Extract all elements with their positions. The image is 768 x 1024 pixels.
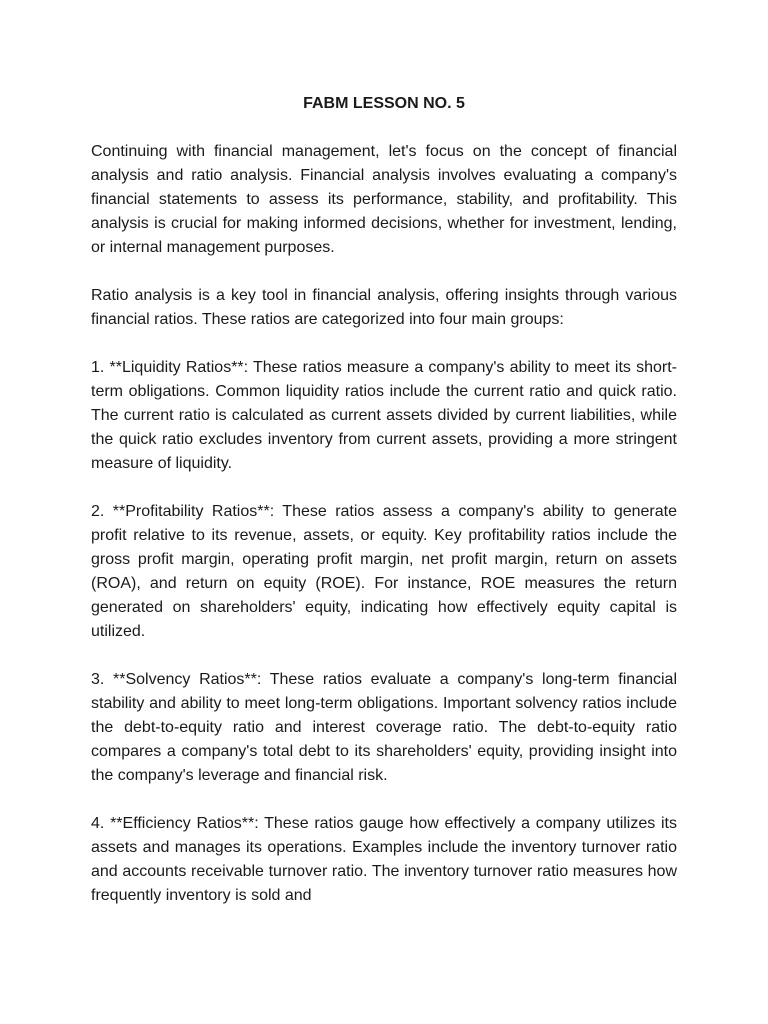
paragraph-efficiency-ratios: 4. **Efficiency Ratios**: These ratios gauge how effectively a company utilizes its assets and manages its operations. Examples include the inventory turnover ratio and accounts receivable turnover ratio. The inventory turnover ratio measures how frequently inventory is sold and: [91, 815, 677, 904]
paragraph-intro: Continuing with financial management, let's focus on the concept of financial analysis and ratio analysis. Financial analysis involves evaluating a company's financial statements to assess its performance, stability, and profitability. This analysis is crucial for making informed decisions, whether for investment, lending, or internal management purposes.: [91, 143, 677, 256]
paragraph-profitability-ratios: 2. **Profitability Ratios**: These ratios assess a company's ability to generate profit relative to its revenue, assets, or equity. Key profitability ratios include the gross profit margin, operating profit margin, net profit margin, return on assets (ROA), and return on equity (ROE). For instance, ROE measures the return generated on shareholders' equity, indicating how effectively equity capital is utilized.: [91, 503, 677, 640]
paragraph-ratio-analysis: Ratio analysis is a key tool in financial analysis, offering insights through various financial ratios. These ratios are categorized into four main groups:: [91, 287, 677, 328]
page-title: FABM LESSON NO. 5: [303, 95, 465, 112]
paragraph-solvency-ratios: 3. **Solvency Ratios**: These ratios evaluate a company's long-term financial stability and ability to meet long-term obligations. Important solvency ratios include the debt-to-equity ratio and interest coverage ratio. The debt-to-equity ratio compares a company's total debt to its shareholders' equity, providing insight into the company's leverage and financial risk.: [91, 671, 677, 784]
paragraph-liquidity-ratios: 1. **Liquidity Ratios**: These ratios measure a company's ability to meet its short-term obligations. Common liquidity ratios include the current ratio and quick ratio. The current ratio is calculated as current assets divided by current liabilities, while the quick ratio excludes inventory from current assets, providing a more stringent measure of liquidity.: [91, 359, 677, 472]
document-body: [91, 140, 677, 932]
